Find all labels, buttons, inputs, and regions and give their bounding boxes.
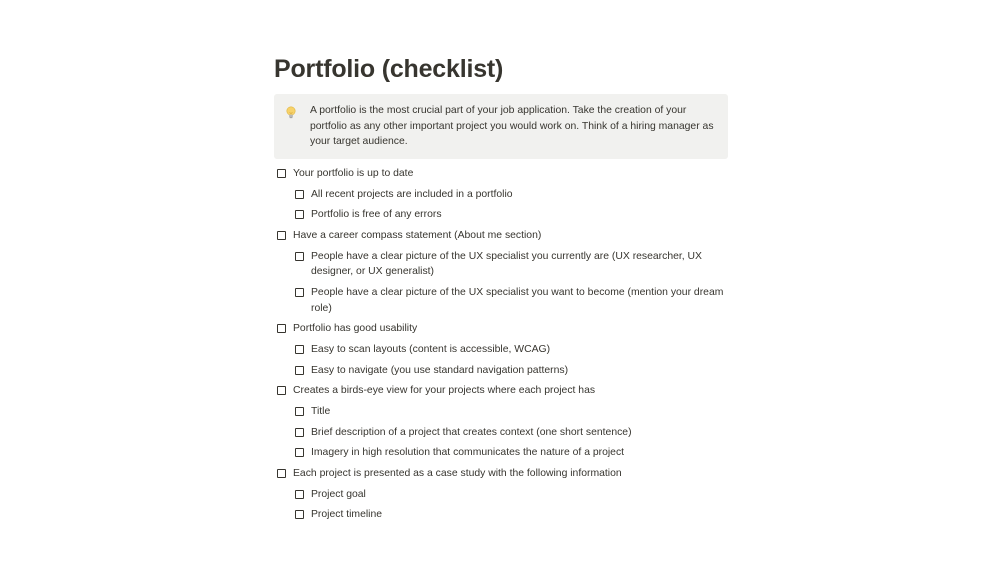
todo-label[interactable]: Project goal: [311, 488, 366, 500]
sub-todo-item: [274, 422, 728, 443]
todo-label[interactable]: Easy to navigate (you use standard navigation patterns): [311, 364, 569, 376]
todo-label[interactable]: Imagery in high resolution that communicates the nature of a project: [311, 447, 625, 459]
page-title[interactable]: Portfolio (checklist): [274, 55, 504, 83]
sub-todo-item: [274, 443, 728, 464]
sub-todo-item: [274, 360, 728, 381]
todo-label[interactable]: Title: [311, 405, 331, 417]
todo-checkbox[interactable]: [295, 252, 304, 261]
todo-checkbox[interactable]: [277, 324, 286, 333]
todo-item: [274, 226, 728, 247]
callout-block[interactable]: [274, 94, 728, 159]
todo-item: [274, 381, 728, 402]
todo-checkbox[interactable]: [295, 190, 304, 199]
checklist: [274, 164, 728, 526]
lightbulb-icon[interactable]: [282, 104, 300, 122]
page-content: [274, 52, 728, 526]
todo-label[interactable]: Project timeline: [311, 509, 383, 521]
todo-item: [274, 463, 728, 484]
sub-todo-item: [274, 246, 728, 282]
todo-checkbox[interactable]: [277, 231, 286, 240]
todo-label[interactable]: People have a clear picture of the UX specialist you currently are (UX researcher, UX designer, or UX generalist): [311, 250, 702, 278]
todo-checkbox[interactable]: [277, 169, 286, 178]
todo-checkbox[interactable]: [295, 448, 304, 457]
todo-checkbox[interactable]: [295, 345, 304, 354]
sub-todo-item: [274, 339, 728, 360]
todo-label[interactable]: Each project is presented as a case study with the following information: [293, 468, 622, 480]
sub-todo-item: [274, 484, 728, 505]
todo-label[interactable]: Portfolio is free of any errors: [311, 209, 442, 221]
todo-label[interactable]: All recent projects are included in a portfolio: [311, 188, 513, 200]
todo-checkbox[interactable]: [295, 210, 304, 219]
sub-todo-item: [274, 505, 728, 526]
todo-label[interactable]: Brief description of a project that creates context (one short sentence): [311, 426, 632, 438]
sub-todo-item: [274, 282, 728, 318]
todo-checkbox[interactable]: [295, 366, 304, 375]
todo-checkbox[interactable]: [277, 469, 286, 478]
callout-text: A portfolio is the most crucial part of your job application. Take the creation of your portfolio as any other important project you would work on. Think of a hiring manager as your target audience.: [310, 105, 714, 147]
todo-item: [274, 164, 728, 185]
sub-todo-item: [274, 205, 728, 226]
todo-item: [274, 319, 728, 340]
todo-label[interactable]: Portfolio has good usability: [293, 323, 418, 335]
todo-checkbox[interactable]: [295, 490, 304, 499]
sub-todo-item: [274, 184, 728, 205]
todo-checkbox[interactable]: [295, 288, 304, 297]
todo-checkbox[interactable]: [295, 428, 304, 437]
todo-checkbox[interactable]: [295, 510, 304, 519]
todo-checkbox[interactable]: [295, 407, 304, 416]
todo-label[interactable]: People have a clear picture of the UX specialist you want to become (mention your dream role): [311, 287, 724, 314]
todo-label[interactable]: Easy to scan layouts (content is accessible, WCAG): [311, 343, 551, 355]
sub-todo-item: [274, 401, 728, 422]
todo-label[interactable]: Have a career compass statement (About me section): [293, 230, 542, 242]
todo-label[interactable]: Your portfolio is up to date: [293, 168, 414, 180]
todo-label[interactable]: Creates a birds-eye view for your projects where each project has: [293, 385, 596, 397]
todo-checkbox[interactable]: [277, 386, 286, 395]
